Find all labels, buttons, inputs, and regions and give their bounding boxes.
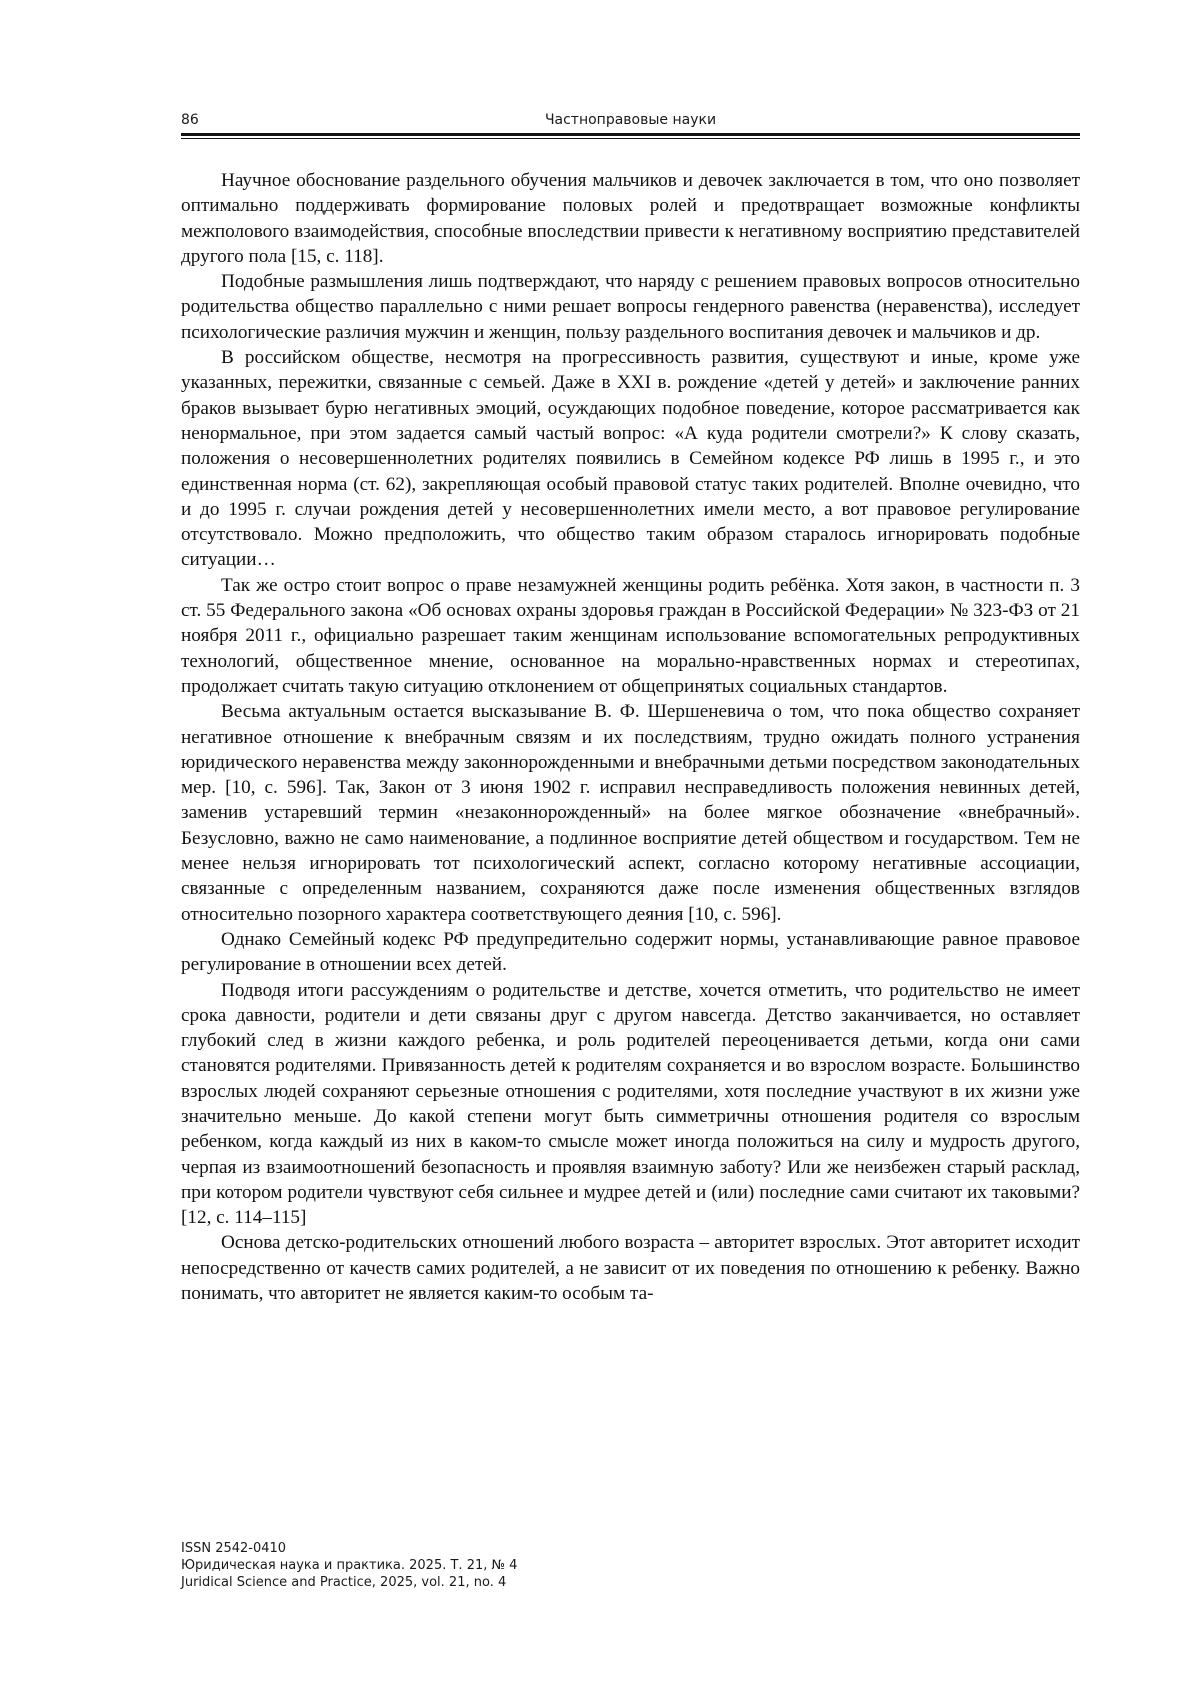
journal-citation-ru: Юридическая наука и практика. 2025. Т. 21, № 4 (181, 1558, 518, 1573)
paragraph-6: Однако Семейный кодекс РФ предупредительно содержит нормы, устанавливающие равное правовое регулирование в отношении всех детей. (181, 928, 1080, 976)
paragraph-8: Основа детско-родительских отношений любого возраста – авторитет взрослых. Этот авторитет исходит непосредственно от качеств самих родителей, а не зависит от их поведения по отношению к ребенку. Важно понимать, что авторитет не является каким-то особым та- (181, 1232, 1080, 1305)
section-title: Частноправовые науки (544, 112, 717, 128)
paragraph-4: Так же остро стоит вопрос о праве незамужней женщины родить ребёнка. Хотя закон, в частности п. 3 ст. 55 Федерального закона «Об основах охраны здоровья граждан в Российской Федерации» № 323-ФЗ от 21 ноября 2011 г., официально разрешает таким женщинам использование вспомогательных репродуктивных технологий, общественное мнение, основанное на морально-нравственных нормах и стереотипах, продолжает считать такую ситуацию отклонением от общепринятых социальных стандартов. (181, 574, 1080, 697)
header-rule-thick (181, 133, 1080, 136)
paragraph-5: Весьма актуальным остается высказывание В. Ф. Шершеневича о том, что пока общество сохраняет негативное отношение к внебрачным связям и их последствиям, трудно ожидать полного устранения юридического неравенства между законнорожденными и внебрачными детьми посредством законодательных мер. [10, с. 596]. Так, Закон от 3 июня 1902 г. исправил несправедливость положения невинных детей, заменив устаревший термин «незаконнорожденный» на более мягкое обозначение «внебрачный». Безусловно, важно не само наименование, а подлинное восприятие детей обществом и государством. Тем не менее нельзя игнорировать тот психологический аспект, согласно которому негативные ассоциации, связанные с определенным названием, сохраняются даже после изменения общественных взглядов относительно позорного характера соответствующего деяния [10, с. 596]. (181, 701, 1080, 925)
header-rule-thin (181, 138, 1080, 139)
page-number: 86 (181, 112, 199, 128)
article-body (181, 168, 1080, 1306)
paragraph-1: Научное обоснование раздельного обучения мальчиков и девочек заключается в том, что оно позволяет оптимально поддерживать формирование половых ролей и предотвращает возможные конфликты межполового взаимодействия, способные впоследствии привести к негативному восприятию представителей другого пола [15, с. 118]. (181, 170, 1080, 267)
issn: ISSN 2542-0410 (181, 1541, 287, 1556)
paragraph-3: В российском обществе, несмотря на прогрессивность развития, существуют и иные, кроме уже указанных, пережитки, связанные с семьей. Даже в XXI в. рождение «детей у детей» и заключение ранних браков вызывает бурю негативных эмоций, осуждающих подобное поведение, которое рассматривается как ненормальное, при этом задается самый частый вопрос: «А куда родители смотрели?» К слову сказать, положения о несовершеннолетних родителях появились в Семейном кодексе РФ лишь в 1995 г., и это единственная норма (ст. 62), закрепляющая особый правовой статус таких родителей. Вполне очевидно, что и до 1995 г. случаи рождения детей у несовершеннолетних имели место, а вот правовое регулирование отсутствовало. Можно предположить, что общество таким образом старалось игнорировать подобные ситуации… (181, 347, 1080, 571)
page-footer (181, 1540, 681, 1591)
paragraph-7: Подводя итоги рассуждениям о родительстве и детстве, хочется отметить, что родительство не имеет срока давности, родители и дети связаны друг с другом навсегда. Детство заканчивается, но оставляет глубокий след в жизни каждого ребенка, и роль родителей переоценивается детьми, когда они сами становятся родителями. Привязанность детей к родителям сохраняется и во взрослом возрасте. Большинство взрослых людей сохраняют серьезные отношения с родителями, хотя последние участвуют в их жизни уже значительно меньше. До какой степени могут быть симметричны отношения родителя со взрослым ребенком, когда каждый из них в каком-то смысле может иногда положиться на силу и мудрость другого, черпая из взаимоотношений безопасность и проявляя взаимную заботу? Или же неизбежен старый расклад, при котором родители чувствуют себя сильнее и мудрее детей и (или) последние сами считают их таковыми? [12, с. 114–115] (181, 979, 1080, 1229)
paragraph-2: Подобные размышления лишь подтверждают, что наряду с решением правовых вопросов относительно родительства общество параллельно с ними решает вопросы гендерного равенства (неравенства), исследует психологические различия мужчин и женщин, пользу раздельного воспитания девочек и мальчиков и др. (181, 271, 1080, 343)
journal-citation-en: Juridical Science and Practice, 2025, vol. 21, no. 4 (181, 1575, 507, 1590)
